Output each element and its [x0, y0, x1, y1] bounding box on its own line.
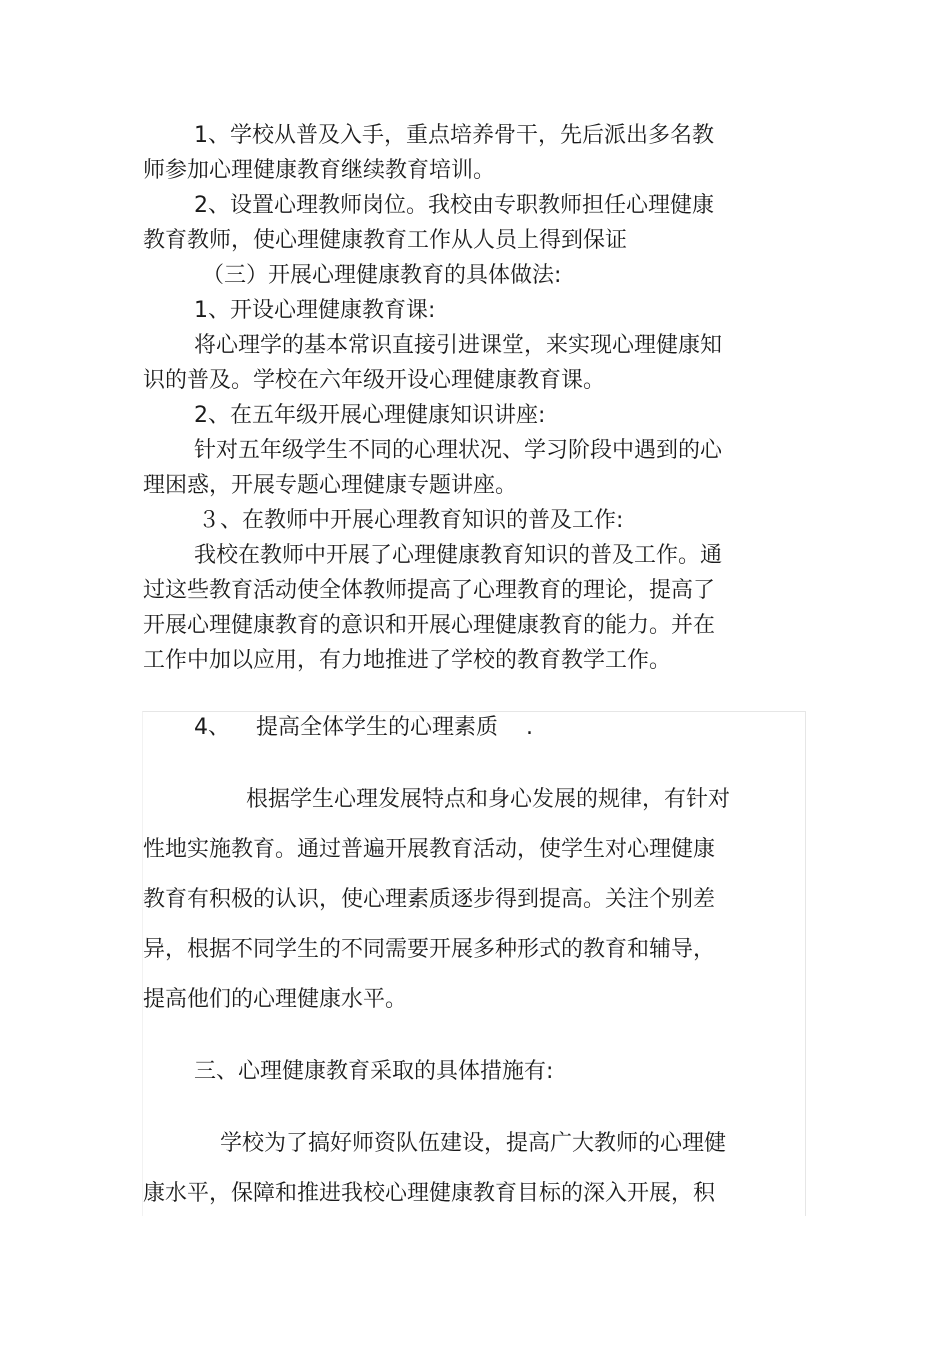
item-2-heading: 2、在五年级开展心理健康知识讲座: [194, 403, 546, 428]
paragraph-1-line-2: 师参加心理健康教育继续教育培训。 [143, 158, 496, 183]
item-4-line-4: 异，根据不同学生的不同需要开展多种形式的教育和辅导， [143, 937, 716, 962]
paragraph-1-line-1: 1、学校从普及入手，重点培养骨干，先后派出多名教 [194, 123, 714, 148]
item-3-line-3: 开展心理健康教育的意识和开展心理健康教育的能力。并在 [143, 613, 716, 638]
item-4-line-1: 根据学生心理发展特点和身心发展的规律，有针对 [246, 787, 731, 812]
item-1-line-2: 识的普及。学校在六年级开设心理健康教育课。 [143, 368, 606, 393]
item-4-number: 4、 [194, 715, 230, 740]
item-2-line-1: 针对五年级学生不同的心理状况、学习阶段中遇到的心 [194, 438, 723, 463]
item-4-line-3: 教育有积极的认识，使心理素质逐步得到提高。关注个别差 [143, 887, 716, 912]
item-3-line-2: 过这些教育活动使全体教师提高了心理教育的理论，提高了 [143, 578, 716, 603]
item-3-heading: ３、在教师中开展心理教育知识的普及工作: [198, 508, 624, 533]
item-4-dot: . [526, 715, 534, 740]
item-4-heading [194, 714, 533, 742]
paragraph-2-line-1: 2、设置心理教师岗位。我校由专职教师担任心理健康 [194, 193, 714, 218]
section-3-heading: （三）开展心理健康教育的具体做法: [202, 263, 562, 288]
item-3-line-4: 工作中加以应用，有力地推进了学校的教育教学工作。 [143, 648, 672, 673]
section-three-heading: 三、心理健康教育采取的具体措施有: [194, 1059, 554, 1084]
measures-line-1: 学校为了搞好师资队伍建设，提高广大教师的心理健 [220, 1131, 727, 1156]
item-4-title: 提高全体学生的心理素质 [256, 715, 499, 740]
item-1-line-1: 将心理学的基本常识直接引进课堂，来实现心理健康知 [194, 333, 723, 358]
item-3-line-1: 我校在教师中开展了心理健康教育知识的普及工作。通 [194, 543, 723, 568]
paragraph-2-line-2: 教育教师，使心理健康教育工作从人员上得到保证 [143, 228, 628, 253]
measures-line-2: 康水平，保障和推进我校心理健康教育目标的深入开展，积 [143, 1181, 716, 1206]
item-2-line-2: 理困惑，开展专题心理健康专题讲座。 [143, 473, 518, 498]
item-4-line-5: 提高他们的心理健康水平。 [143, 987, 408, 1012]
item-1-heading: 1、开设心理健康教育课: [194, 298, 436, 323]
item-4-line-2: 性地实施教育。通过普遍开展教育活动，使学生对心理健康 [143, 837, 716, 862]
